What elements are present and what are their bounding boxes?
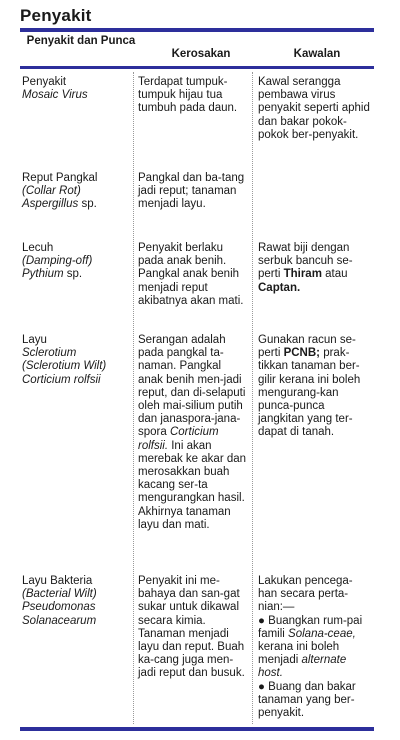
row-1-kerosakan: Terdapat tumpuk-tumpuk hijau tua tumbuh pada daun. — [138, 76, 238, 115]
row-1-penyakit: Penyakit Mosaic Virus — [22, 76, 88, 102]
header-penyakit-dan-punca: Penyakit dan Punca — [26, 35, 136, 47]
row-2-kerosakan: Pangkal dan ba-tang jadi reput; tanaman menjadi layu. — [138, 172, 245, 211]
row-3-penyakit: Lecuh (Damping-off) Pythium sp. — [22, 242, 93, 281]
bullet-icon: ● — [258, 680, 265, 693]
row-1-kawalan: Kawal serangga pembawa virus penyakit seperti aphid dan bakar pokok-pokok ber-penyakit. — [258, 76, 370, 141]
row-5-kawalan: Lakukan pencega-han secara perta-nian:— ● Buangkan rum-pai famili Solana-ceae, kerana ini boleh menjadi alternate host. ● Buang dan bakar tanaman yang ber-penyakit. — [258, 575, 363, 720]
header-kawalan: Kawalan — [293, 48, 341, 60]
row-4-kerosakan: Serangan adalah pada pangkal ta-naman. Pangkal anak benih men-jadi reput, dan di-selaputi oleh mai-silium putih dan janaspora-jana-spora Corticium rolfsii. Ini akan merebak ke akar dan merosakkan buah kacang ser-ta mengurangkan hasil. Akhirnya tanaman layu dan mati. — [138, 334, 247, 531]
row-3-kawalan: Rawat biji dengan serbuk bancuh se-perti Thiram atau Captan. — [258, 242, 353, 294]
row-5-penyakit: Layu Bakteria (Bacterial Wilt) Pseudomonas Solanacearum — [22, 575, 97, 627]
row-3-kerosakan: Penyakit berlaku pada anak benih. Pangkal anak benih menjadi reput akibatnya akan mati. — [138, 242, 244, 307]
row-5-kerosakan: Penyakit ini me-bahaya dan san-gat sukar untuk dikawal secara kimia. Tanaman menjadi layu dan reput. Buah ka-cang juga men-jadi reput dan busuk. — [138, 575, 245, 680]
row-4-penyakit: Layu Sclerotium (Sclerotium Wilt) Corticium rolfsii — [22, 334, 107, 386]
table-header — [20, 34, 374, 66]
column-divider — [252, 72, 253, 724]
page-title: Penyakit — [20, 6, 92, 25]
header-kerosakan: Kerosakan — [171, 48, 231, 60]
bullet-icon: ● — [258, 614, 265, 627]
column-divider — [133, 72, 134, 724]
table-bottom-rule — [20, 727, 374, 731]
row-2-penyakit: Reput Pangkal (Collar Rot) Aspergillus sp. — [22, 172, 98, 211]
table-top-rule — [20, 28, 374, 32]
row-4-kawalan: Gunakan racun se-perti PCNB; prak-tikkan tanaman ber-gilir kerana ini boleh mengurang-kan punca-punca jangkitan yang ter-dapat di tanah. — [258, 334, 361, 439]
table-header-rule — [20, 66, 374, 69]
